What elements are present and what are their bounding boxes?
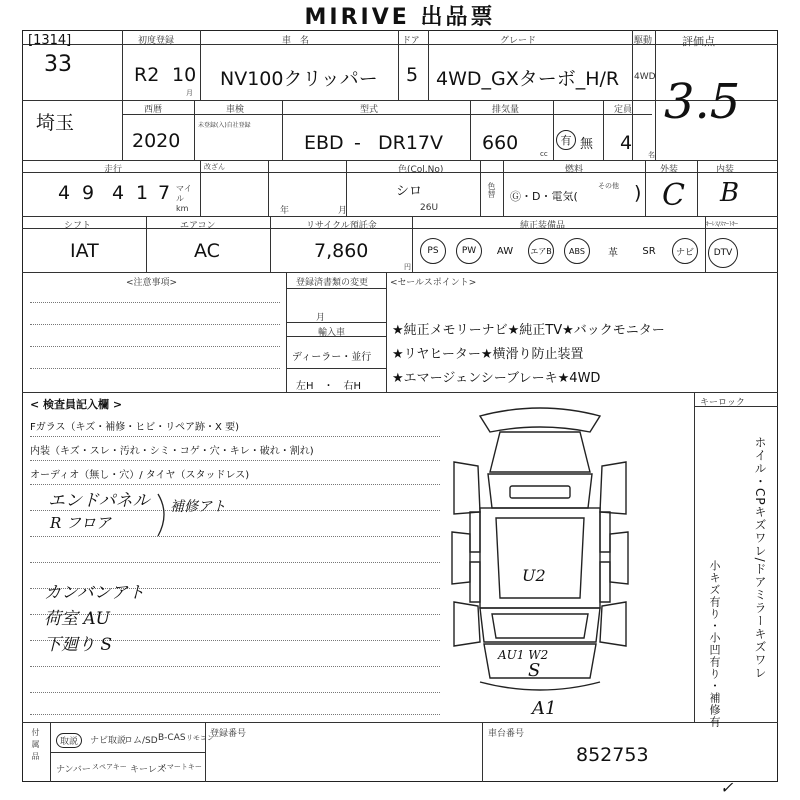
accessories-label: 付属品: [31, 728, 40, 764]
equipment-pw: PW: [456, 238, 482, 264]
mileage-digit: 9: [82, 182, 95, 204]
color-code: 26U: [420, 203, 439, 213]
equipment-label: 純正装備品: [520, 221, 566, 231]
inspection-no: 無: [580, 137, 594, 152]
model-label: 型式: [360, 105, 379, 115]
handwritten-note: カンバンアト: [44, 583, 145, 603]
car-name: NV100クリッパー: [220, 68, 378, 90]
exterior-label: 外装: [660, 165, 679, 175]
shift-label: シフト: [64, 221, 92, 231]
sheet-title: MIRIVE 出品票: [304, 5, 496, 30]
accessory-spare-key: スペアキー: [92, 763, 127, 771]
handwritten-note: 荷室 AU: [44, 609, 111, 629]
grade-label: グレード: [500, 36, 537, 46]
reg-number-label: 登録番号: [210, 729, 247, 739]
displacement-value: 660: [482, 132, 519, 154]
equipment-navi: ナビ: [672, 238, 698, 264]
recycle-label: リサイクル預託金: [306, 221, 377, 231]
mileage-digit: 4: [58, 182, 71, 204]
score-label: 評価点: [682, 35, 715, 48]
accessory-remote: リモコン: [186, 734, 214, 742]
mileage-digit: 4: [112, 182, 125, 204]
score-value: 3.5: [664, 74, 741, 130]
handwritten-note: エンドパネル: [48, 491, 150, 511]
month-unit: 月: [186, 89, 193, 97]
yen-unit: 円: [404, 263, 411, 271]
inspection-month-unit: 月: [338, 206, 348, 216]
doc-change-label: 登録済書類の変更: [296, 278, 369, 288]
interior-grade: B: [720, 178, 740, 208]
fuel-options: Ⓖ・D・電気(: [510, 190, 578, 203]
inspector-line: 内装（キズ・スレ・汚れ・シミ・コゲ・穴・キレ・破れ・割れ): [30, 446, 314, 457]
selling-label: <セールスポイント>: [390, 278, 477, 288]
displacement-label: 排気量: [492, 105, 520, 115]
keytype-label: ｷｰﾚｽ/ｽﾏｰﾄｷｰ: [706, 221, 739, 228]
first-reg-label: 初度登録: [138, 36, 175, 46]
car-mark: AU1 W2: [498, 648, 549, 662]
inspection-yes: 有: [556, 130, 576, 150]
cc-unit: cc: [540, 150, 548, 158]
car-mark: A1: [532, 698, 557, 719]
year-label: 西暦: [144, 105, 163, 115]
equipment-ps: PS: [420, 238, 446, 264]
inspector-line: Fガラス（キズ・補修・ヒビ・リペア跡・X 要): [30, 422, 239, 433]
capacity-label: 定員: [614, 105, 633, 115]
region: 埼玉: [36, 112, 75, 134]
exterior-grade: C: [662, 178, 685, 213]
fuel-label: 燃料: [565, 165, 584, 175]
car-mark: U2: [522, 566, 546, 585]
handle-options: 左H ・ 右H: [296, 381, 362, 392]
mileage-label: 走行: [104, 165, 123, 175]
right-note: 小キズ有り・小凹有り・補修有: [708, 560, 721, 728]
handwritten-note: 下廻り S: [44, 635, 113, 655]
first-reg-era: R2: [134, 64, 160, 86]
color-value: シロ: [396, 184, 423, 199]
drive-label: 駆動: [634, 36, 653, 46]
equipment-abs: ABS: [564, 238, 590, 264]
equipment-sr: SR: [642, 245, 656, 257]
handwritten-note: R フロア: [50, 514, 112, 532]
equipment-airbag: エアB: [528, 238, 554, 264]
doors-value: 5: [406, 64, 419, 86]
inspector-line: オーディオ（無し・穴）/ タイヤ（スタッドレス): [30, 470, 250, 481]
accessory-keyless: キーレス: [130, 765, 166, 775]
lot-number: [1314]: [28, 33, 72, 48]
import-label: 輸入車: [318, 328, 346, 338]
mileage-digit: 1: [136, 182, 149, 204]
drive-value: 4WD: [634, 72, 656, 82]
car-mark: S: [528, 660, 541, 681]
chassis-label: 車台番号: [488, 729, 525, 739]
accessory-manual: 取説: [56, 733, 82, 748]
capacity-unit: 名: [648, 151, 655, 159]
color-change-label: 色替: [487, 182, 496, 198]
inspection-year-unit: 年: [280, 206, 290, 216]
model-dash: -: [354, 132, 361, 154]
accessory-smart-key: スマートキー: [160, 763, 202, 771]
selling-point: ★リヤヒーター★横滑り防止装置: [392, 347, 584, 362]
key-lock-label: キーロック: [700, 398, 745, 408]
caution-label: <注意事項>: [126, 278, 178, 288]
bracket-mark: [150, 490, 180, 540]
first-reg-month: 10: [172, 64, 197, 86]
right-note: ホイル・CPキズワレ/ドアミラーキズワレ: [753, 436, 767, 680]
aircon-label: エアコン: [180, 221, 216, 231]
aircon-value: AC: [194, 240, 220, 262]
selling-point: ★純正メモリーナビ★純正TV★バックモニター: [392, 323, 665, 338]
doc-month-label: 月: [316, 313, 326, 323]
interior-label: 内装: [716, 165, 735, 175]
check-mark: ✓: [720, 778, 734, 797]
shift-value: IAT: [70, 240, 99, 262]
handwritten-note: 補修アト: [170, 499, 226, 515]
year-value: 2020: [132, 130, 181, 152]
doors-label: ドア: [402, 36, 420, 46]
model-prefix: EBD: [304, 132, 344, 154]
selling-point: ★エマージェンシーブレーキ★4WD: [392, 371, 601, 386]
fuel-other-label: その他: [598, 182, 619, 190]
fuel-close: ): [634, 182, 642, 204]
equipment-dtv: DTV: [708, 238, 738, 268]
equipment-leather: 革: [608, 247, 618, 259]
model-value: DR17V: [378, 132, 444, 154]
inspector-label: < 検査員記入欄 >: [30, 398, 123, 411]
mileage-digit: 7: [158, 182, 171, 204]
grade-value: 4WD_GXターボ_H/R: [436, 68, 620, 90]
recycle-value: 7,860: [314, 240, 369, 262]
inspection-label: 車検: [226, 105, 245, 115]
accessory-bcas: B-CAS: [158, 733, 186, 743]
chassis-number: 852753: [576, 744, 649, 766]
accessory-nav-manual: ナビ取説: [90, 736, 127, 746]
unregistered-label: 未登録(入)自社登録: [198, 122, 251, 129]
lot-count: 33: [44, 52, 72, 77]
accessory-rom: ロム/SD: [124, 736, 158, 746]
mileage-unit: マイル km: [176, 184, 192, 213]
accessory-plate: ナンバー: [56, 765, 91, 775]
color-label: 色(Col.No): [398, 165, 444, 175]
dealer-options: ディーラー・並行: [292, 352, 372, 363]
engine-change-label: 改ざん: [204, 163, 225, 171]
car-name-label: 車 名: [282, 36, 310, 46]
equipment-aw: AW: [496, 245, 514, 257]
capacity-value: 4: [620, 132, 633, 154]
